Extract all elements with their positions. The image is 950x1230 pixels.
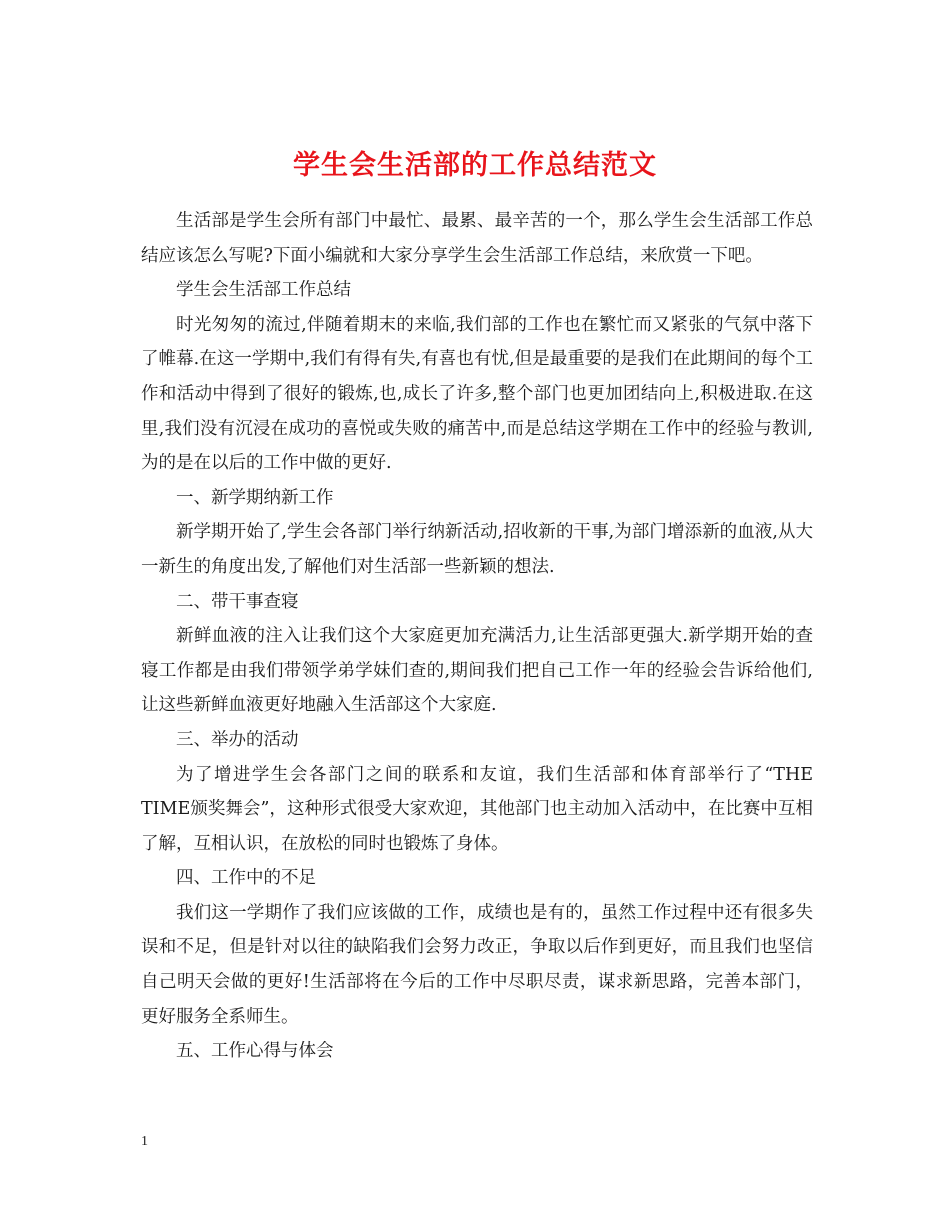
section-heading-recruitment: 一、新学期纳新工作	[176, 487, 334, 508]
activities-paragraph: 为了增进学生会各部门之间的联系和友谊，我们生活部和体育部举行了“THE TIME颁奖舞会”，这种形式很受大家欢迎，其他部门也主动加入活动中，在比赛中互相了解，互相认识，在放松的同时也锻炼了身体。	[141, 764, 813, 854]
section-heading-activities: 三、举办的活动	[176, 729, 299, 750]
opening-paragraph: 时光匆匆的流过,伴随着期末的来临,我们部的工作也在繁忙而又紧张的气氛中落下了帷幕.在这一学期中,我们有得有失,有喜也有忧,但是最重要的是我们在此期间的每个工作和活动中得到了很好的锻炼,也,成长了许多,整个部门也更加团结向上,积极进取.在这里,我们没有沉浸在成功的喜悦或失败的痛苦中,而是总结这学期在工作中的经验与教训,为的是在以后的工作中做的更好.	[141, 314, 813, 474]
document-body	[141, 204, 813, 1069]
document-title: 学生会生活部的工作总结范文	[293, 150, 657, 182]
page-number: 1	[141, 1134, 148, 1149]
section-heading-shortcomings: 四、工作中的不足	[176, 868, 316, 889]
section-heading-reflections: 五、工作心得与体会	[176, 1041, 334, 1062]
section-heading-dorm-inspection: 二、带干事查寝	[176, 591, 299, 612]
shortcomings-paragraph: 我们这一学期作了我们应该做的工作，成绩也是有的，虽然工作过程中还有很多失误和不足，但是针对以往的缺陷我们会努力改正，争取以后作到更好，而且我们也坚信自己明天会做的更好!生活部将在今后的工作中尽职尽责，谋求新思路，完善本部门，更好服务全系师生。	[141, 902, 813, 1027]
dorm-inspection-paragraph: 新鲜血液的注入让我们这个大家庭更加充满活力,让生活部更强大.新学期开始的查寝工作都是由我们带领学弟学妹们查的,期间我们把自己工作一年的经验会告诉给他们,让这些新鲜血液更好地融入生活部这个大家庭.	[141, 626, 813, 716]
recruitment-paragraph: 新学期开始了,学生会各部门举行纳新活动,招收新的干事,为部门增添新的血液,从大一新生的角度出发,了解他们对生活部一些新颖的想法.	[141, 522, 813, 577]
intro-paragraph: 生活部是学生会所有部门中最忙、最累、最辛苦的一个，那么学生会生活部工作总结应该怎么写呢?下面小编就和大家分享学生会生活部工作总结，来欣赏一下吧。	[141, 211, 813, 266]
section-title-summary: 学生会生活部工作总结	[176, 280, 351, 301]
